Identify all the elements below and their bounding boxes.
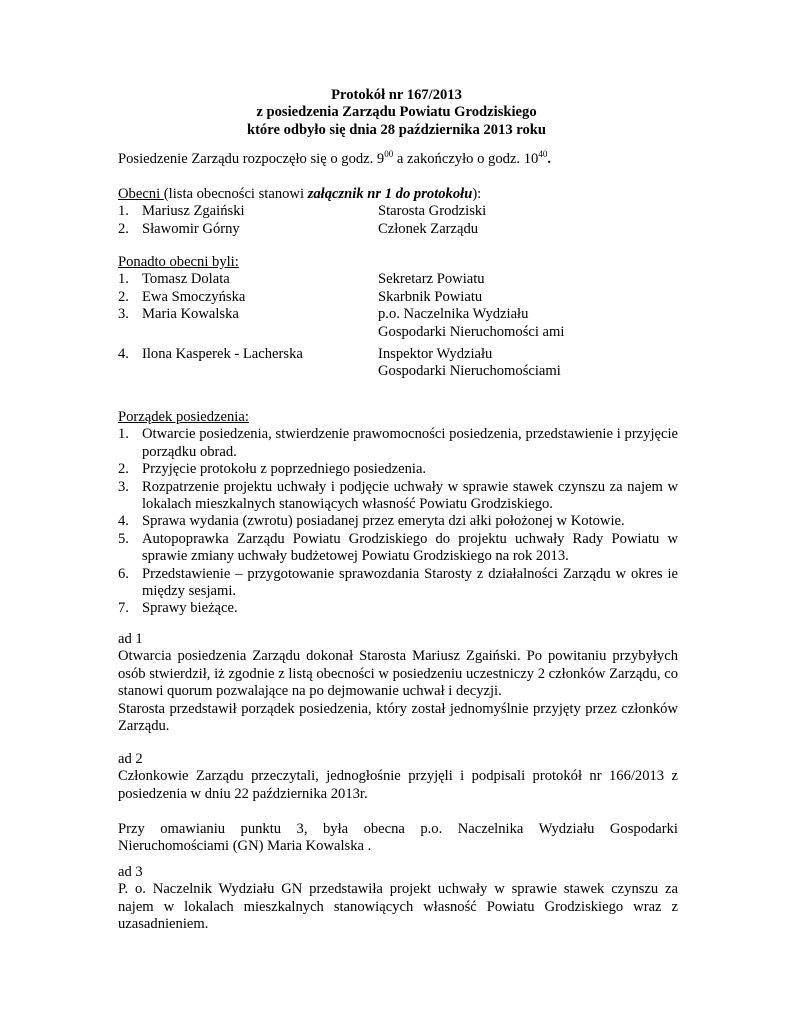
row-number: 1. xyxy=(118,271,129,288)
ad2-section xyxy=(118,751,678,855)
others-row-cont xyxy=(118,324,678,346)
agenda-item-text: Przedstawienie – przygotowanie sprawozdania Starosty z działalności Zarządu w okres ie między sesjami. xyxy=(142,565,678,600)
opening-text-end: . xyxy=(547,151,551,167)
start-time-sup: 00 xyxy=(384,149,394,159)
member-name: Maria Kowalska xyxy=(142,306,239,323)
others-row xyxy=(118,289,678,306)
ad2-paragraph: Członkowie Zarządu przeczytali, jednogłośnie przyjęli i podpisali protokół nr 166/2013 z posiedzenia w dniu 22 października 2013r. xyxy=(118,768,678,802)
agenda-item xyxy=(118,531,678,566)
agenda-item-number: 1. xyxy=(118,426,129,443)
ad1-paragraph: Starosta przedstawił porządek posiedzenia, który został jednomyślnie przyjęty przez członków Zarządu. xyxy=(118,700,678,735)
member-name: Ewa Smoczyńska xyxy=(142,288,246,305)
ad3-label: ad 3 xyxy=(118,864,143,880)
opening-sentence xyxy=(118,151,678,168)
agenda-item-number: 7. xyxy=(118,600,129,617)
ad1-label: ad 1 xyxy=(118,631,143,647)
member-name: Sławomir Górny xyxy=(142,220,240,237)
protocol-subtitle: z posiedzenia Zarządu Powiatu Grodziskiego xyxy=(256,104,537,121)
others-label: Ponadto obecni byli: xyxy=(118,254,239,270)
ad3-paragraph: P. o. Naczelnik Wydziału GN przedstawiła projekt uchwały w sprawie stawek czynszu za najem w lokalach mieszkalnych stanowiących własność Powiatu Grodziskiego wraz z uzasadnieniem. xyxy=(118,881,678,933)
agenda-label: Porządek posiedzenia: xyxy=(118,409,249,425)
row-number: 3. xyxy=(118,306,129,323)
others-row xyxy=(118,306,678,323)
end-time-sup: 40 xyxy=(538,149,548,159)
attendance-note-em: załącznik nr 1 do protokołu xyxy=(307,186,473,202)
agenda-item xyxy=(118,461,678,478)
agenda-item-text: Sprawa wydania (zwrotu) posiadanej przez emeryta dzi ałki położonej w Kotowie. xyxy=(142,513,625,530)
agenda-item-number: 6. xyxy=(118,565,129,582)
member-name: Tomasz Dolata xyxy=(142,271,230,288)
agenda-section xyxy=(118,409,678,618)
ad2-label: ad 2 xyxy=(118,751,143,767)
row-number: 1. xyxy=(118,203,129,220)
others-row-cont xyxy=(118,363,678,383)
attendance-label: Obecni xyxy=(118,186,164,202)
agenda-item-text: Autopoprawka Zarządu Powiatu Grodziskiego do projektu uchwały Rady Powiatu w sprawie zmiany uchwały budżetowej Powiatu Grodziskiego na rok 2013. xyxy=(142,530,678,565)
others-section xyxy=(118,254,678,383)
agenda-item xyxy=(118,566,678,601)
agenda-item xyxy=(118,600,678,617)
member-name: Ilona Kasperek - Lacherska xyxy=(142,345,303,362)
member-role: Starosta Grodziski xyxy=(378,203,487,220)
agenda-item-number: 4. xyxy=(118,513,129,530)
agenda-item xyxy=(118,479,678,514)
others-row xyxy=(118,271,678,288)
attendance-section xyxy=(118,186,678,238)
attendance-note-end: ): xyxy=(472,186,482,202)
row-number: 2. xyxy=(118,288,129,305)
member-name: Mariusz Zgaiński xyxy=(142,203,245,220)
row-number: 2. xyxy=(118,220,129,237)
attendance-row xyxy=(118,221,678,238)
row-number: 4. xyxy=(118,345,129,362)
agenda-item-text: Otwarcie posiedzenia, stwierdzenie prawomocności posiedzenia, przedstawienie i przyjęcie porządku obrad. xyxy=(142,426,678,460)
opening-text-start: Posiedzenie Zarządu rozpoczęło się o godz. 9 xyxy=(118,151,385,167)
agenda-item xyxy=(118,426,678,461)
protocol-date-line: które odbyło się dnia 28 października 2013 roku xyxy=(246,121,547,138)
agenda-item-text: Przyjęcie protokołu z poprzedniego posiedzenia. xyxy=(142,461,427,478)
others-row xyxy=(118,346,678,363)
agenda-item-text: Rozpatrzenie projektu uchwały i podjęcie uchwały w sprawie stawek czynszu za najem w lokalach mieszkalnych stanowiących własność Powiatu Grodziskiego. xyxy=(142,478,678,513)
ad2-paragraph: Przy omawianiu punktu 3, była obecna p.o. Naczelnika Wydziału Gospodarki Nieruchomościami (GN) Maria Kowalska . xyxy=(118,820,678,854)
protocol-title: Protokół nr 167/2013 xyxy=(331,87,462,103)
agenda-item-number: 3. xyxy=(118,478,129,495)
document-header xyxy=(0,87,793,139)
agenda-item-number: 5. xyxy=(118,530,129,547)
attendance-note-start: (lista obecności stanowi xyxy=(163,186,308,202)
member-role: Sekretarz Powiatu xyxy=(378,271,485,288)
attendance-heading xyxy=(118,186,678,203)
member-role: Członek Zarządu xyxy=(378,220,479,237)
opening-text-mid: a zakończyło o godz. 10 xyxy=(393,151,539,167)
member-role-cont: Gospodarki Nieruchomościami xyxy=(378,362,561,379)
agenda-item-text: Sprawy bieżące. xyxy=(142,600,238,617)
member-role: Skarbnik Powiatu xyxy=(378,288,483,305)
member-role: p.o. Naczelnika Wydziału xyxy=(378,306,529,323)
agenda-item xyxy=(118,513,678,530)
ad3-section xyxy=(118,864,678,934)
agenda-item-number: 2. xyxy=(118,461,129,478)
member-role: Inspektor Wydziału xyxy=(378,345,493,362)
ad1-paragraph: Otwarcia posiedzenia Zarządu dokonał Starosta Mariusz Zgaiński. Po powitaniu przybyłych osób stwierdził, iż zgodnie z listą obecności w posiedzeniu uczestniczy 2 członków Zarządu, co stanowi quorum pozwalające na po dejmowanie uchwał i decyzji. xyxy=(118,648,678,700)
member-role-cont: Gospodarki Nieruchomości ami xyxy=(378,323,565,340)
attendance-row xyxy=(118,203,678,220)
ad1-section xyxy=(118,631,678,735)
